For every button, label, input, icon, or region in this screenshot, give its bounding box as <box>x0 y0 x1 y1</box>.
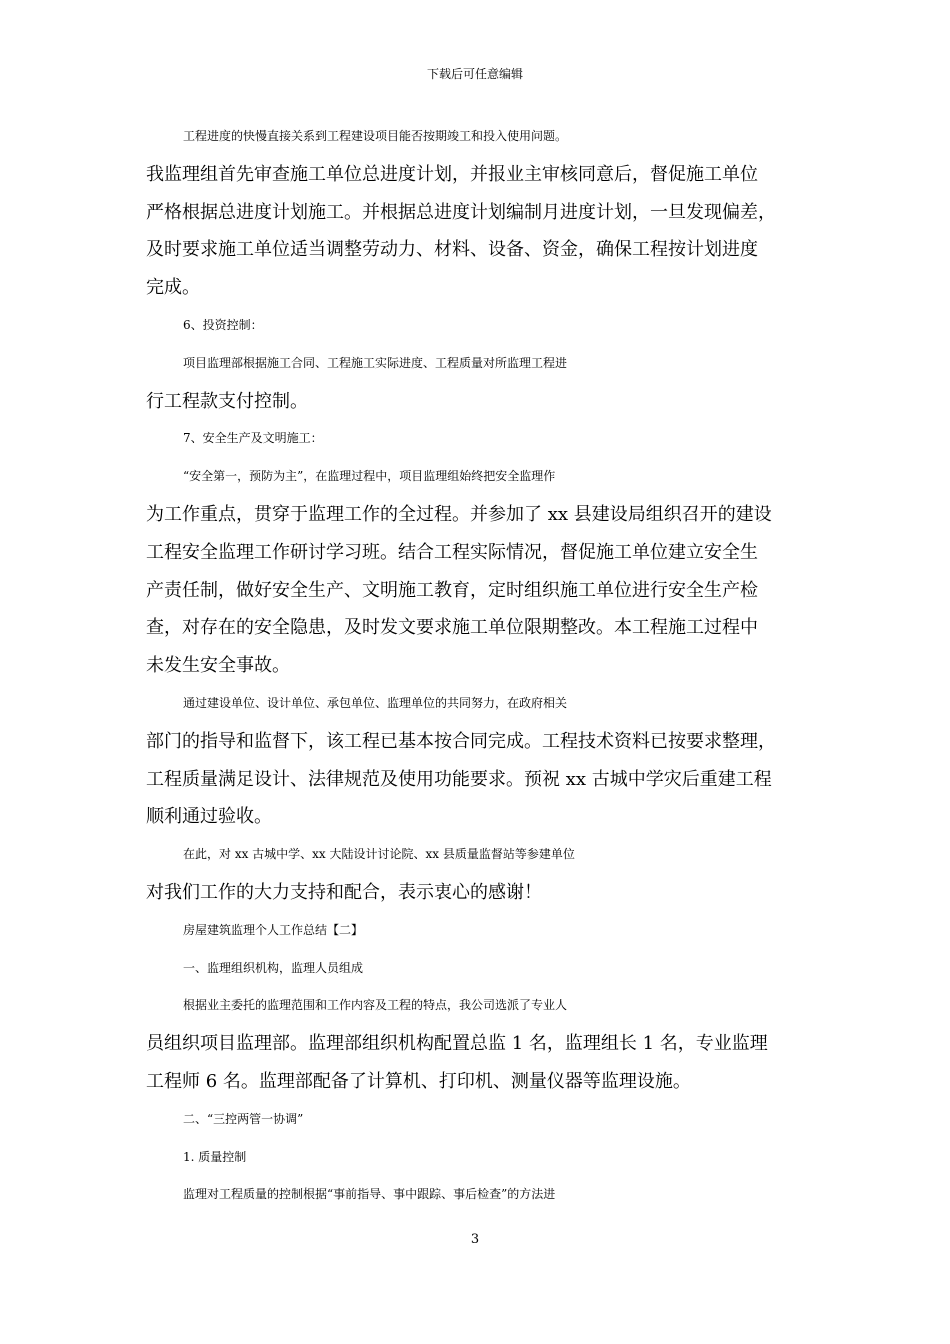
text-line: 监理对工程质量的控制根据“事前指导、事中跟踪、事后检查”的方法进 <box>183 1187 556 1202</box>
text-line: 未发生安全事故。 <box>146 655 290 677</box>
text-line: 顺利通过验收。 <box>146 806 272 828</box>
text-line: 项目监理部根据施工合同、工程施工实际进度、工程质量对所监理工程进 <box>183 355 568 370</box>
text-line: 工程质量满足设计、法律规范及使用功能要求。预祝 xx 古城中学灾后重建工程 <box>146 768 772 790</box>
text-line: 1. 质量控制 <box>183 1149 247 1164</box>
text-line: 二、“三控两管一协调” <box>183 1111 304 1126</box>
text-line: “安全第一，预防为主”，在监理过程中，项目监理组始终把安全监理作 <box>183 469 556 484</box>
page-number: 3 <box>470 1232 480 1247</box>
text-line: 查，对存在的安全隐患，及时发文要求施工单位限期整改。本工程施工过程中 <box>146 617 758 639</box>
page-header: 下载后可任意编辑 <box>426 67 523 81</box>
text-line: 通过建设单位、设计单位、承包单位、监理单位的共同努力，在政府相关 <box>183 695 568 710</box>
text-line: 7、安全生产及文明施工： <box>183 431 323 446</box>
text-line: 工程师 6 名。监理部配备了计算机、打印机、测量仪器等监理设施。 <box>146 1070 691 1092</box>
text-line: 行工程款支付控制。 <box>146 390 308 412</box>
text-line: 及时要求施工单位适当调整劳动力、材料、设备、资金，确保工程按计划进度 <box>146 239 758 261</box>
text-line: 一、监理组织机构，监理人员组成 <box>183 960 364 975</box>
text-line: 工程安全监理工作研讨学习班。结合工程实际情况，督促施工单位建立安全生 <box>146 541 758 563</box>
text-line: 在此，对 xx 古城中学、xx 大陆设计讨论院、xx 县质量监督站等参建单位 <box>183 847 575 862</box>
text-line: 对我们工作的大力支持和配合，表示衷心的感谢！ <box>146 881 542 903</box>
text-line: 产责任制，做好安全生产、文明施工教育，定时组织施工单位进行安全生产检 <box>146 579 758 601</box>
text-line: 房屋建筑监理个人工作总结【二】 <box>183 922 364 937</box>
text-line: 员组织项目监理部。监理部组织机构配置总监 1 名，监理组长 1 名，专业监理 <box>146 1033 768 1055</box>
text-line: 完成。 <box>146 277 200 299</box>
text-line: 工程进度的快慢直接关系到工程建设项目能否按期竣工和投入使用问题。 <box>183 129 568 143</box>
text-line: 根据业主委托的监理范围和工作内容及工程的特点，我公司选派了专业人 <box>183 998 568 1013</box>
text-line: 为工作重点，贯穿于监理工作的全过程。并参加了 xx 县建设局组织召开的建设 <box>146 503 772 525</box>
text-line: 6、投资控制： <box>183 317 263 332</box>
text-line: 部门的指导和监督下，该工程已基本按合同完成。工程技术资料已按要求整理， <box>146 730 776 752</box>
document-body <box>146 118 808 1214</box>
text-line: 严格根据总进度计划施工。并根据总进度计划编制月进度计划，一旦发现偏差， <box>146 201 776 223</box>
text-line: 我监理组首先审查施工单位总进度计划，并报业主审核同意后，督促施工单位 <box>146 163 758 185</box>
